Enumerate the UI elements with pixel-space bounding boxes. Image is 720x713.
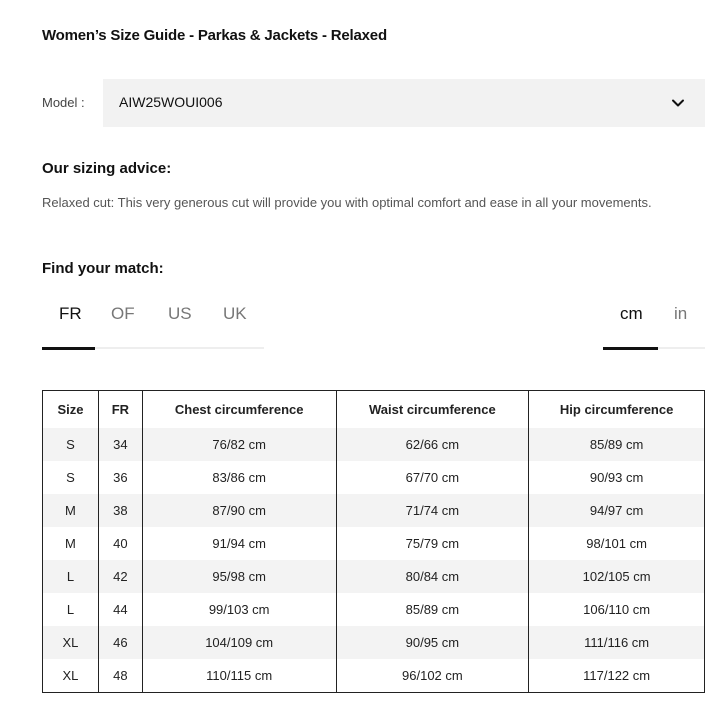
cell-waist: 96/102 cm <box>336 659 529 693</box>
cell-waist: 90/95 cm <box>336 626 529 659</box>
table-row <box>43 527 705 560</box>
size-table <box>42 390 705 693</box>
cell-size: L <box>43 560 99 593</box>
table-row <box>43 560 705 593</box>
chevron-down-icon <box>671 96 685 110</box>
cell-chest: 104/109 cm <box>142 626 336 659</box>
model-label: Model : <box>42 95 85 110</box>
tab-us[interactable]: US <box>168 304 192 323</box>
cell-hip: 90/93 cm <box>529 461 705 494</box>
table-row <box>43 494 705 527</box>
cell-chest: 95/98 cm <box>142 560 336 593</box>
sizing-advice-title: Our sizing advice: <box>42 160 172 177</box>
cell-chest: 87/90 cm <box>142 494 336 527</box>
tab-fr[interactable]: FR <box>59 304 82 323</box>
cell-fr: 48 <box>98 659 142 693</box>
cell-waist: 75/79 cm <box>336 527 529 560</box>
cell-hip: 102/105 cm <box>529 560 705 593</box>
find-match-title: Find your match: <box>42 260 164 277</box>
table-header-row <box>43 391 705 429</box>
cell-fr: 42 <box>98 560 142 593</box>
cell-fr: 44 <box>98 593 142 626</box>
active-tab-indicator <box>42 347 95 350</box>
tab-uk[interactable]: UK <box>223 304 247 323</box>
cell-chest: 76/82 cm <box>142 428 336 461</box>
cell-size: S <box>43 428 99 461</box>
cell-fr: 34 <box>98 428 142 461</box>
cell-fr: 38 <box>98 494 142 527</box>
table-row <box>43 461 705 494</box>
active-unit-indicator <box>603 347 658 350</box>
cell-waist: 67/70 cm <box>336 461 529 494</box>
cell-waist: 85/89 cm <box>336 593 529 626</box>
cell-size: M <box>43 527 99 560</box>
cell-size: S <box>43 461 99 494</box>
cell-fr: 36 <box>98 461 142 494</box>
header-chest: Chest circumference <box>142 391 336 429</box>
cell-size: L <box>43 593 99 626</box>
table-row <box>43 593 705 626</box>
cell-waist: 71/74 cm <box>336 494 529 527</box>
cell-waist: 62/66 cm <box>336 428 529 461</box>
size-system-tabs <box>42 296 264 350</box>
model-select-value: AIW25WOUI006 <box>119 94 223 110</box>
cell-hip: 106/110 cm <box>529 593 705 626</box>
sizing-advice-text: Relaxed cut: This very generous cut will provide you with optimal comfort and ease in all your movements. <box>42 195 652 210</box>
cell-chest: 91/94 cm <box>142 527 336 560</box>
model-select[interactable] <box>103 79 705 127</box>
cell-hip: 98/101 cm <box>529 527 705 560</box>
cell-size: XL <box>43 659 99 693</box>
cell-chest: 99/103 cm <box>142 593 336 626</box>
tab-cm[interactable]: cm <box>620 304 643 323</box>
cell-hip: 94/97 cm <box>529 494 705 527</box>
cell-hip: 111/116 cm <box>529 626 705 659</box>
unit-tabs <box>603 296 705 350</box>
table-row <box>43 659 705 693</box>
table-row <box>43 428 705 461</box>
header-waist: Waist circumference <box>336 391 529 429</box>
cell-size: XL <box>43 626 99 659</box>
table-row <box>43 626 705 659</box>
header-hip: Hip circumference <box>529 391 705 429</box>
cell-hip: 117/122 cm <box>529 659 705 693</box>
tab-of[interactable]: OF <box>111 304 135 323</box>
cell-waist: 80/84 cm <box>336 560 529 593</box>
cell-fr: 40 <box>98 527 142 560</box>
tab-in[interactable]: in <box>674 304 688 323</box>
cell-fr: 46 <box>98 626 142 659</box>
header-size: Size <box>43 391 99 429</box>
cell-hip: 85/89 cm <box>529 428 705 461</box>
cell-size: M <box>43 494 99 527</box>
cell-chest: 110/115 cm <box>142 659 336 693</box>
page-title: Women’s Size Guide - Parkas & Jackets - Relaxed <box>42 27 387 44</box>
header-fr: FR <box>98 391 142 429</box>
cell-chest: 83/86 cm <box>142 461 336 494</box>
